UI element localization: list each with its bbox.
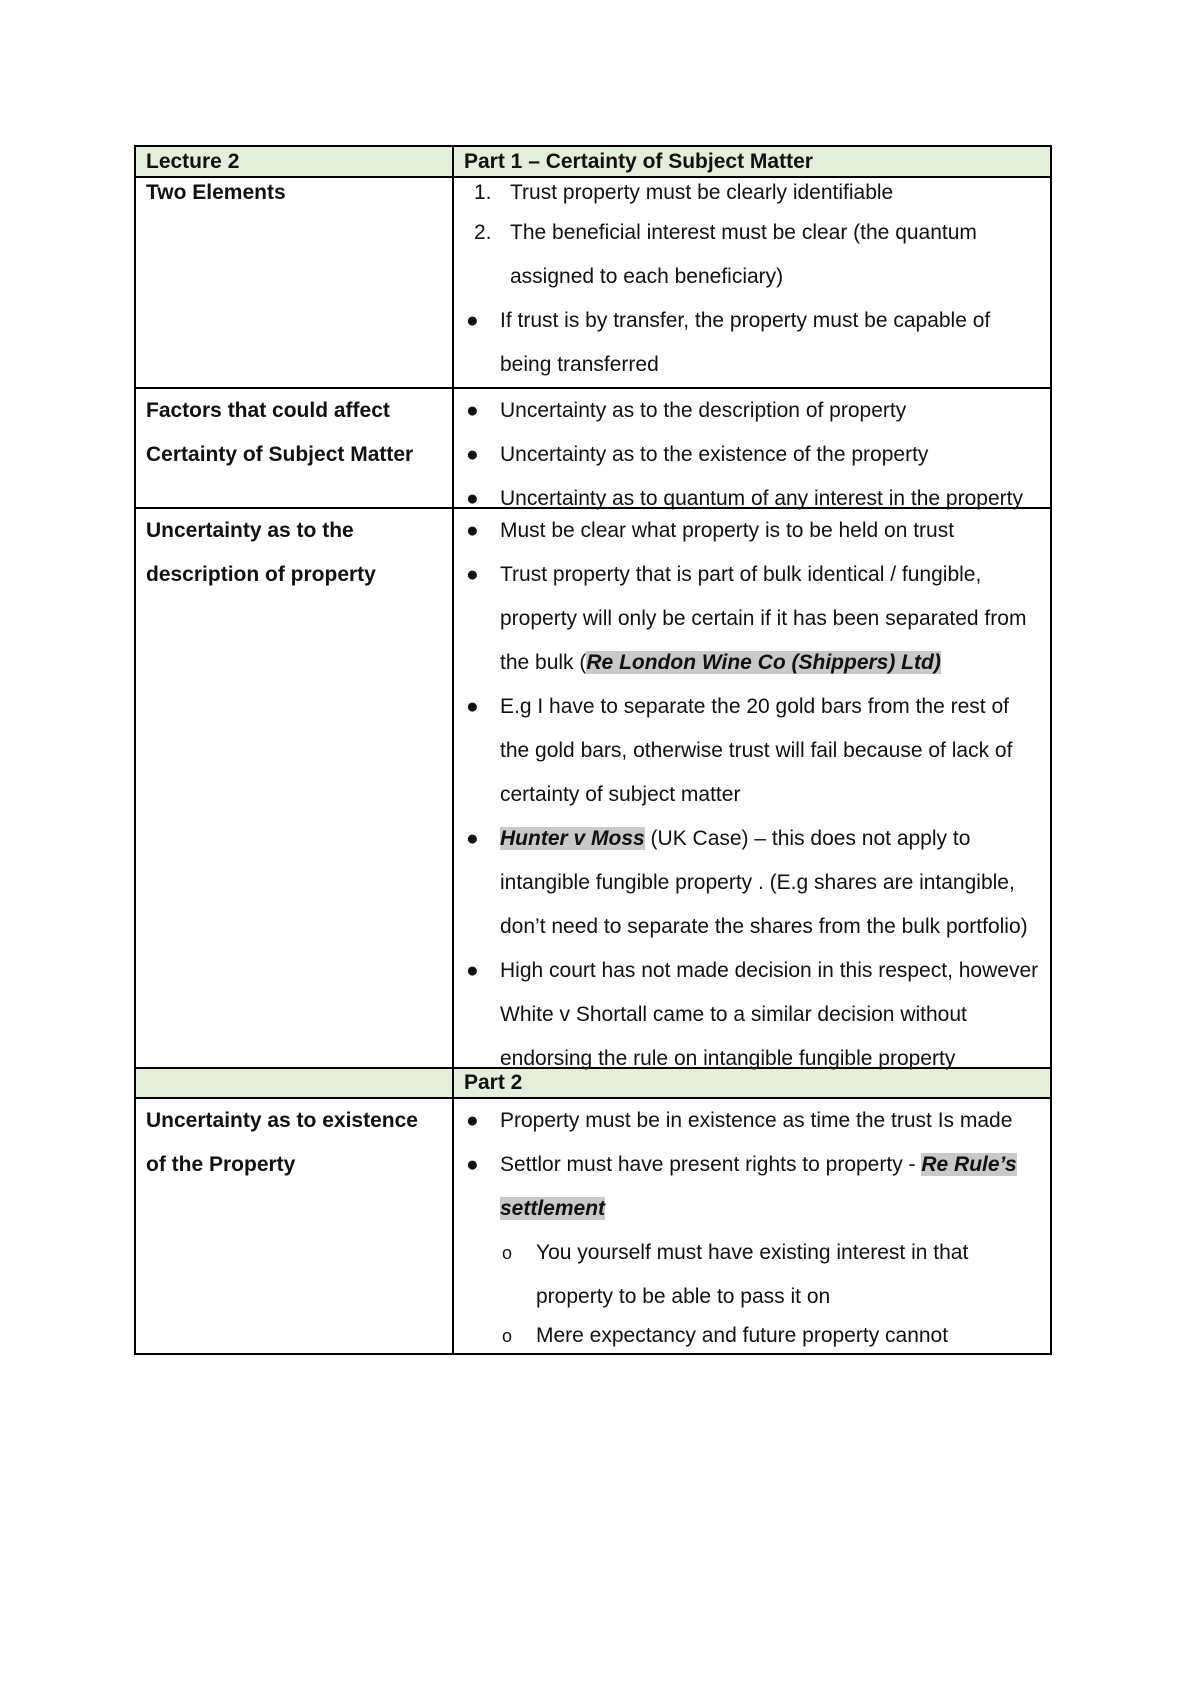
hollow-circle-icon: o [502, 1326, 513, 1346]
case-citation: Re Rule’s settlement [500, 1153, 1017, 1220]
bullet-icon: ● [466, 1153, 479, 1176]
row-label: Factors that could affect Certainty of Subject Matter [135, 388, 453, 508]
list-item-text: The beneficial interest must be clear (the quantum assigned to each beneficiary) [510, 221, 977, 288]
list-item-text: Property must be in existence as time the trust Is made [500, 1109, 1013, 1132]
list-item-text: High court has not made decision in this respect, however White v Shortall came to a similar decision without endorsing the rule on intangible fungible property [500, 959, 1039, 1070]
bullet-icon: ● [466, 443, 479, 466]
list-item [466, 817, 1040, 949]
list-item [466, 685, 1040, 817]
case-citation: Hunter v Moss [500, 827, 645, 850]
part-2-heading: Part 2 [453, 1068, 1051, 1098]
list-item [466, 389, 1040, 433]
list-item-text: Mere expectancy and future property cannot [536, 1324, 949, 1347]
lecture-notes-table [134, 145, 1052, 1355]
list-item [474, 178, 1040, 207]
bullet-list [464, 299, 1040, 387]
header-row [135, 146, 1051, 177]
list-number: 2. [474, 221, 492, 244]
row-content [453, 177, 1051, 388]
list-item [466, 433, 1040, 477]
bullet-icon: ● [466, 309, 479, 332]
list-item-text: E.g I have to separate the 20 gold bars from the rest of the gold bars, otherwise trust will fail because of lack of certainty of subject matter [500, 695, 1013, 806]
table-row [135, 508, 1051, 1068]
table-row [135, 1098, 1051, 1354]
list-item-text: If trust is by transfer, the property must be capable of being transferred [500, 309, 991, 376]
list-item [466, 949, 1040, 1081]
bullet-icon: ● [466, 827, 479, 850]
list-item-text: You yourself must have existing interest in that property to be able to pass it on [536, 1241, 969, 1308]
list-item-text: Trust property must be clearly identifiable [510, 181, 894, 204]
list-item-text: Uncertainty as to the existence of the property [500, 443, 929, 466]
bullet-icon: ● [466, 959, 479, 982]
row-content [453, 508, 1051, 1068]
list-item [502, 1231, 1040, 1319]
row-label: Uncertainty as to existence of the Property [135, 1098, 453, 1354]
list-item [466, 299, 1040, 387]
bullet-icon: ● [466, 487, 479, 510]
list-item-text: Trust property that is part of bulk identical / fungible, property will only be certain if it has been separated from the bulk ( [500, 563, 1027, 674]
list-item [502, 1319, 1040, 1353]
row-content [453, 1098, 1051, 1354]
case-citation: Re London Wine Co (Shippers) Ltd) [586, 651, 941, 674]
list-item [474, 211, 1040, 299]
bullet-list [464, 509, 1040, 1081]
list-item [466, 1099, 1040, 1143]
bullet-icon: ● [466, 695, 479, 718]
row-content [453, 388, 1051, 508]
part-2-left-cell [135, 1068, 453, 1098]
document-page [134, 145, 1050, 1355]
numbered-list [464, 178, 1040, 299]
list-item-text: Uncertainty as to quantum of any interest in the property [500, 487, 1023, 510]
row-label: Uncertainty as to the description of property [135, 508, 453, 1068]
header-right-cell: Part 1 – Certainty of Subject Matter [453, 146, 1051, 177]
bullet-icon: ● [466, 1109, 479, 1132]
list-item-text: Must be clear what property is to be held on trust [500, 519, 955, 542]
table-row [135, 177, 1051, 388]
hollow-circle-icon: o [502, 1243, 513, 1263]
sub-bullet-list [464, 1231, 1040, 1353]
header-left-cell: Lecture 2 [135, 146, 453, 177]
list-item-text: Settlor must have present rights to property - [500, 1153, 922, 1176]
list-item [466, 553, 1040, 685]
list-item [466, 509, 1040, 553]
bullet-icon: ● [466, 563, 479, 586]
row-label: Two Elements [135, 177, 453, 388]
table-row [135, 388, 1051, 508]
list-item-text: Uncertainty as to the description of property [500, 399, 907, 422]
list-number: 1. [474, 181, 492, 204]
bullet-icon: ● [466, 399, 479, 422]
list-item [466, 1143, 1040, 1231]
bullet-icon: ● [466, 519, 479, 542]
bullet-list [464, 1099, 1040, 1231]
list-item-text: (UK Case) – this does not apply to intangible fungible property . (E.g shares are intangible, don’t need to separate the shares from the bulk portfolio) [500, 827, 1028, 938]
bullet-list [464, 389, 1040, 521]
